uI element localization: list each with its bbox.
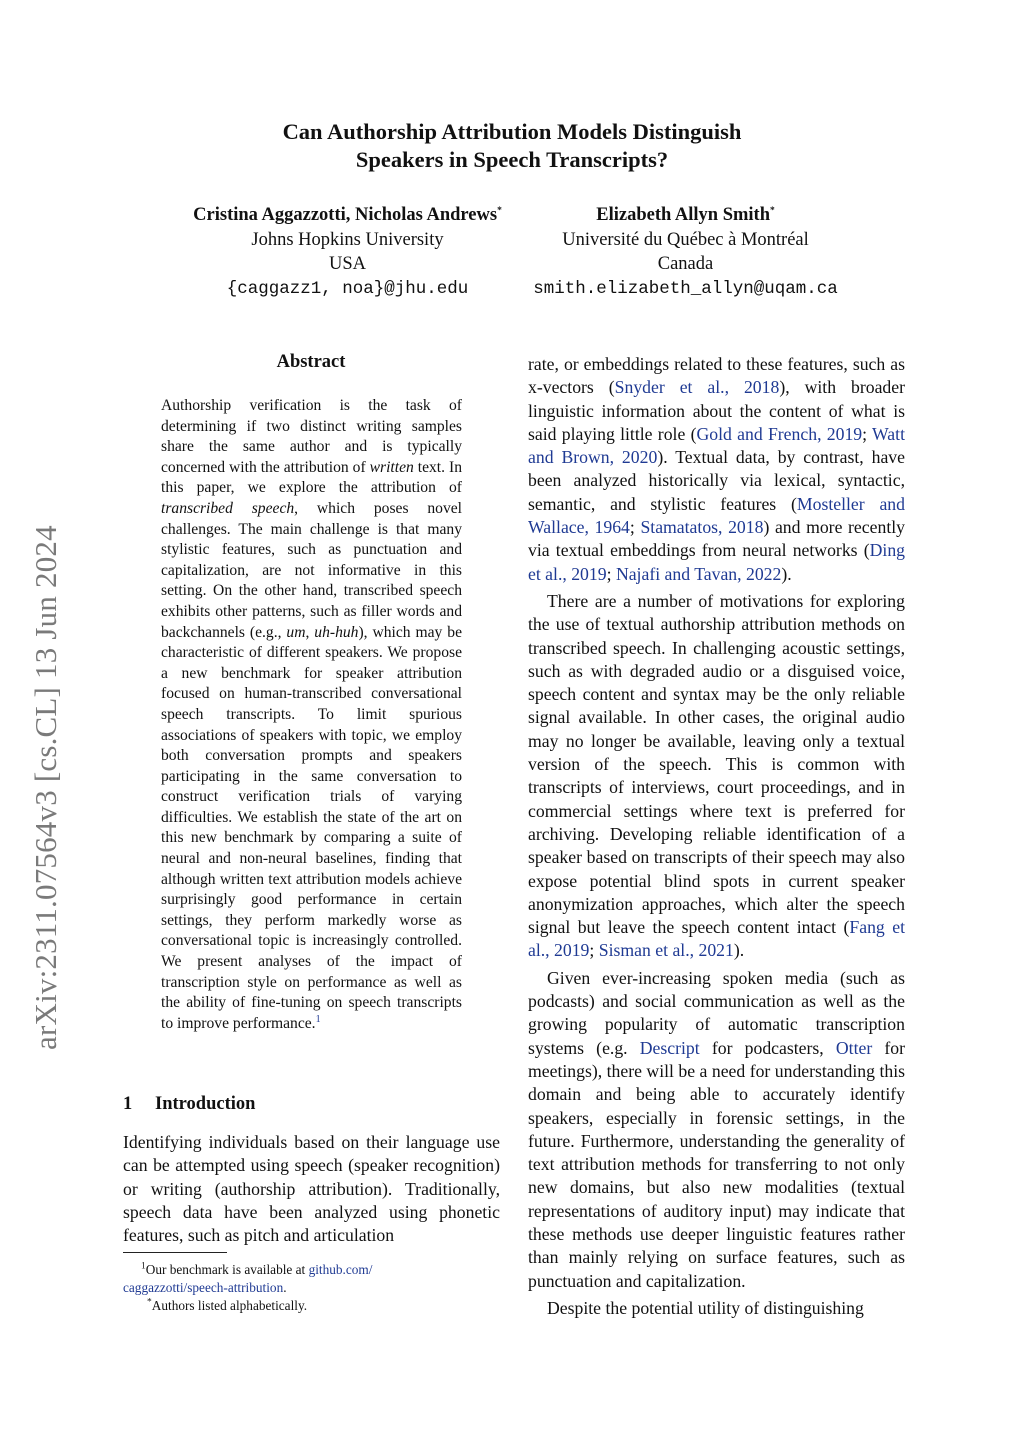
author-block-jhu [150,203,545,301]
citation[interactable]: Najafi and Tavan, 2022 [615,563,782,584]
footnote-link[interactable]: github.com/ caggazzotti/speech-attribution [123,1262,373,1295]
introduction-paragraph-1: Identifying individuals based on their language use can be attempted using speech (speaker recognition) or writing (authorship attribution). Traditionally, speech data have been analyzed using phonetic features, such as pitch and articulation [123,1132,500,1246]
affiliation-uqam: Université du Québec à Montréal [562,229,809,250]
footnotes [123,1261,500,1315]
email-jhu: {caggazz1, noa}@jhu.edu [226,278,469,299]
citation[interactable]: Gold and French, 2019 [696,423,863,444]
footnote-ref-1[interactable]: 1 [315,1013,321,1025]
right-column [528,353,905,1324]
link-otter[interactable]: Otter [835,1037,873,1058]
email-uqam: smith.elizabeth_allyn@uqam.ca [533,278,838,299]
author-mark: * [497,205,502,216]
title-line-1: Can Authorship Attribution Models Distinguish [282,119,742,144]
citation[interactable]: Watt and Brown, 2020 [528,423,905,468]
citation[interactable]: Stamatatos, 2018 [640,517,764,538]
author-block-uqam [498,203,873,301]
section-title: Introduction [155,1094,256,1114]
affiliation-jhu: Johns Hopkins University [251,229,444,250]
citation[interactable]: Sisman et al., 2021 [598,940,734,961]
arxiv-identifier: arXiv:2311.07564v3 [cs.CL] 13 Jun 2024 [28,525,63,1050]
abstract-heading: Abstract [276,352,346,372]
citation[interactable]: Mosteller and Wallace, 1964 [528,493,905,538]
author-mark: * [769,205,775,216]
author-names-uqam: Elizabeth Allyn Smith* [596,205,775,225]
footnote-divider [123,1252,227,1253]
title-line-2: Speakers in Speech Transcripts? [355,147,669,172]
country-uqam: Canada [657,254,714,274]
paper-title [0,118,1024,174]
country-jhu: USA [328,254,366,274]
paragraph-spoken-media: Given ever-increasing spoken media (such as podcasts) and social communication as well as the growing popularity of automatic transcription systems (e.g. Descript for podcasters, Otter for meetings), there will be a need for understanding this domain and being able to accurately identify speakers, especially in forensic settings, in the future. Furthermore, understanding the generality of text attribution methods for transferring to not only new domains, but also new modalities (textual representations of auditory input) may indicate that these methods use deeper linguistic features rather than mainly relying on surface features, such as punctuation and capitalization. [528,967,906,1291]
section-heading-introduction [123,1094,255,1115]
link-descript[interactable]: Descript [639,1037,700,1058]
paragraph-despite: Despite the potential utility of distinguishing [547,1297,864,1318]
paragraph-motivations: There are a number of motivations for exploring the use of textual authorship attribution methods on transcribed speech. In challenging acoustic settings, such as with degraded audio or a disguised voice, speech content and syntax may be the only reliable signal available. In other cases, the original audio may no longer be available, leaving only a textual version of the speech. This is common with transcripts of interviews, court proceedings, and in commercial settings where text is preferred for archiving. Developing reliable identification of a speaker based on transcripts of their speech may also expose potential blind spots in current speaker anonymization approaches, which alter the speech signal but leave the speech content intact (Fang et al., 2019; Sisman et al., 2021). [528,590,905,961]
citation[interactable]: Fang et al., 2019 [528,917,905,961]
citation[interactable]: Ding et al., 2019 [528,540,905,584]
footnote-1: $^1$Our benchmark is available at github.com/ caggazzotti/speech-attribution. [123,1261,373,1295]
paragraph-related-work: rate, or embeddings related to these features, such as x-vectors (Snyder et al., 2018), with broader linguistic information about the content of what is said playing little role (Gold and French, 2019; Watt and Brown, 2020). Textual data, by contrast, have been analyzed historically via lexical, syntactic, semantic, and stylistic features (Mosteller and Wallace, 1964; Stamatatos, 2018) and more recently via textual embeddings from neural networks (Ding et al., 2019; Najafi and Tavan, 2022). [528,354,906,584]
section-number: 1 [123,1094,133,1114]
author-names-jhu: Cristina Aggazzotti, Nicholas Andrews* [193,205,502,225]
citation[interactable]: Snyder et al., 2018 [614,377,780,398]
abstract-text: Authorship verification is the task of determining if two distinct writing samples share the same author and is typically concerned with the attribution of written text. In this paper, we explore the attribution of transcribed speech, which poses novel challenges. The main challenge is that many stylistic features, such as punctuation and capitalization, are not informative in this setting. On the other hand, transcribed speech exhibits other patterns, such as filler words and backchannels (e.g., um, uh-huh), which may be characteristic of different speakers. We propose a new benchmark for speaker attribution focused on human-transcribed conversational speech transcripts. To limit spurious associations of speakers with topic, we employ both conversation prompts and speakers participating in the same conversation to construct verification trials of varying difficulties. We establish the state of the art on this new benchmark by comparing a suite of neural and non-neural baselines, finding that although written text attribution models achieve surprisingly good performance in certain settings, they perform markedly worse as conversational topic is increasingly controlled. We present analyses of the impact of transcription style on performance as well as the ability of fine-tuning on speech transcripts to improve performance.$^1$ [161,397,462,1032]
footnote-2: *Authors listed alphabetically. [147,1297,308,1313]
